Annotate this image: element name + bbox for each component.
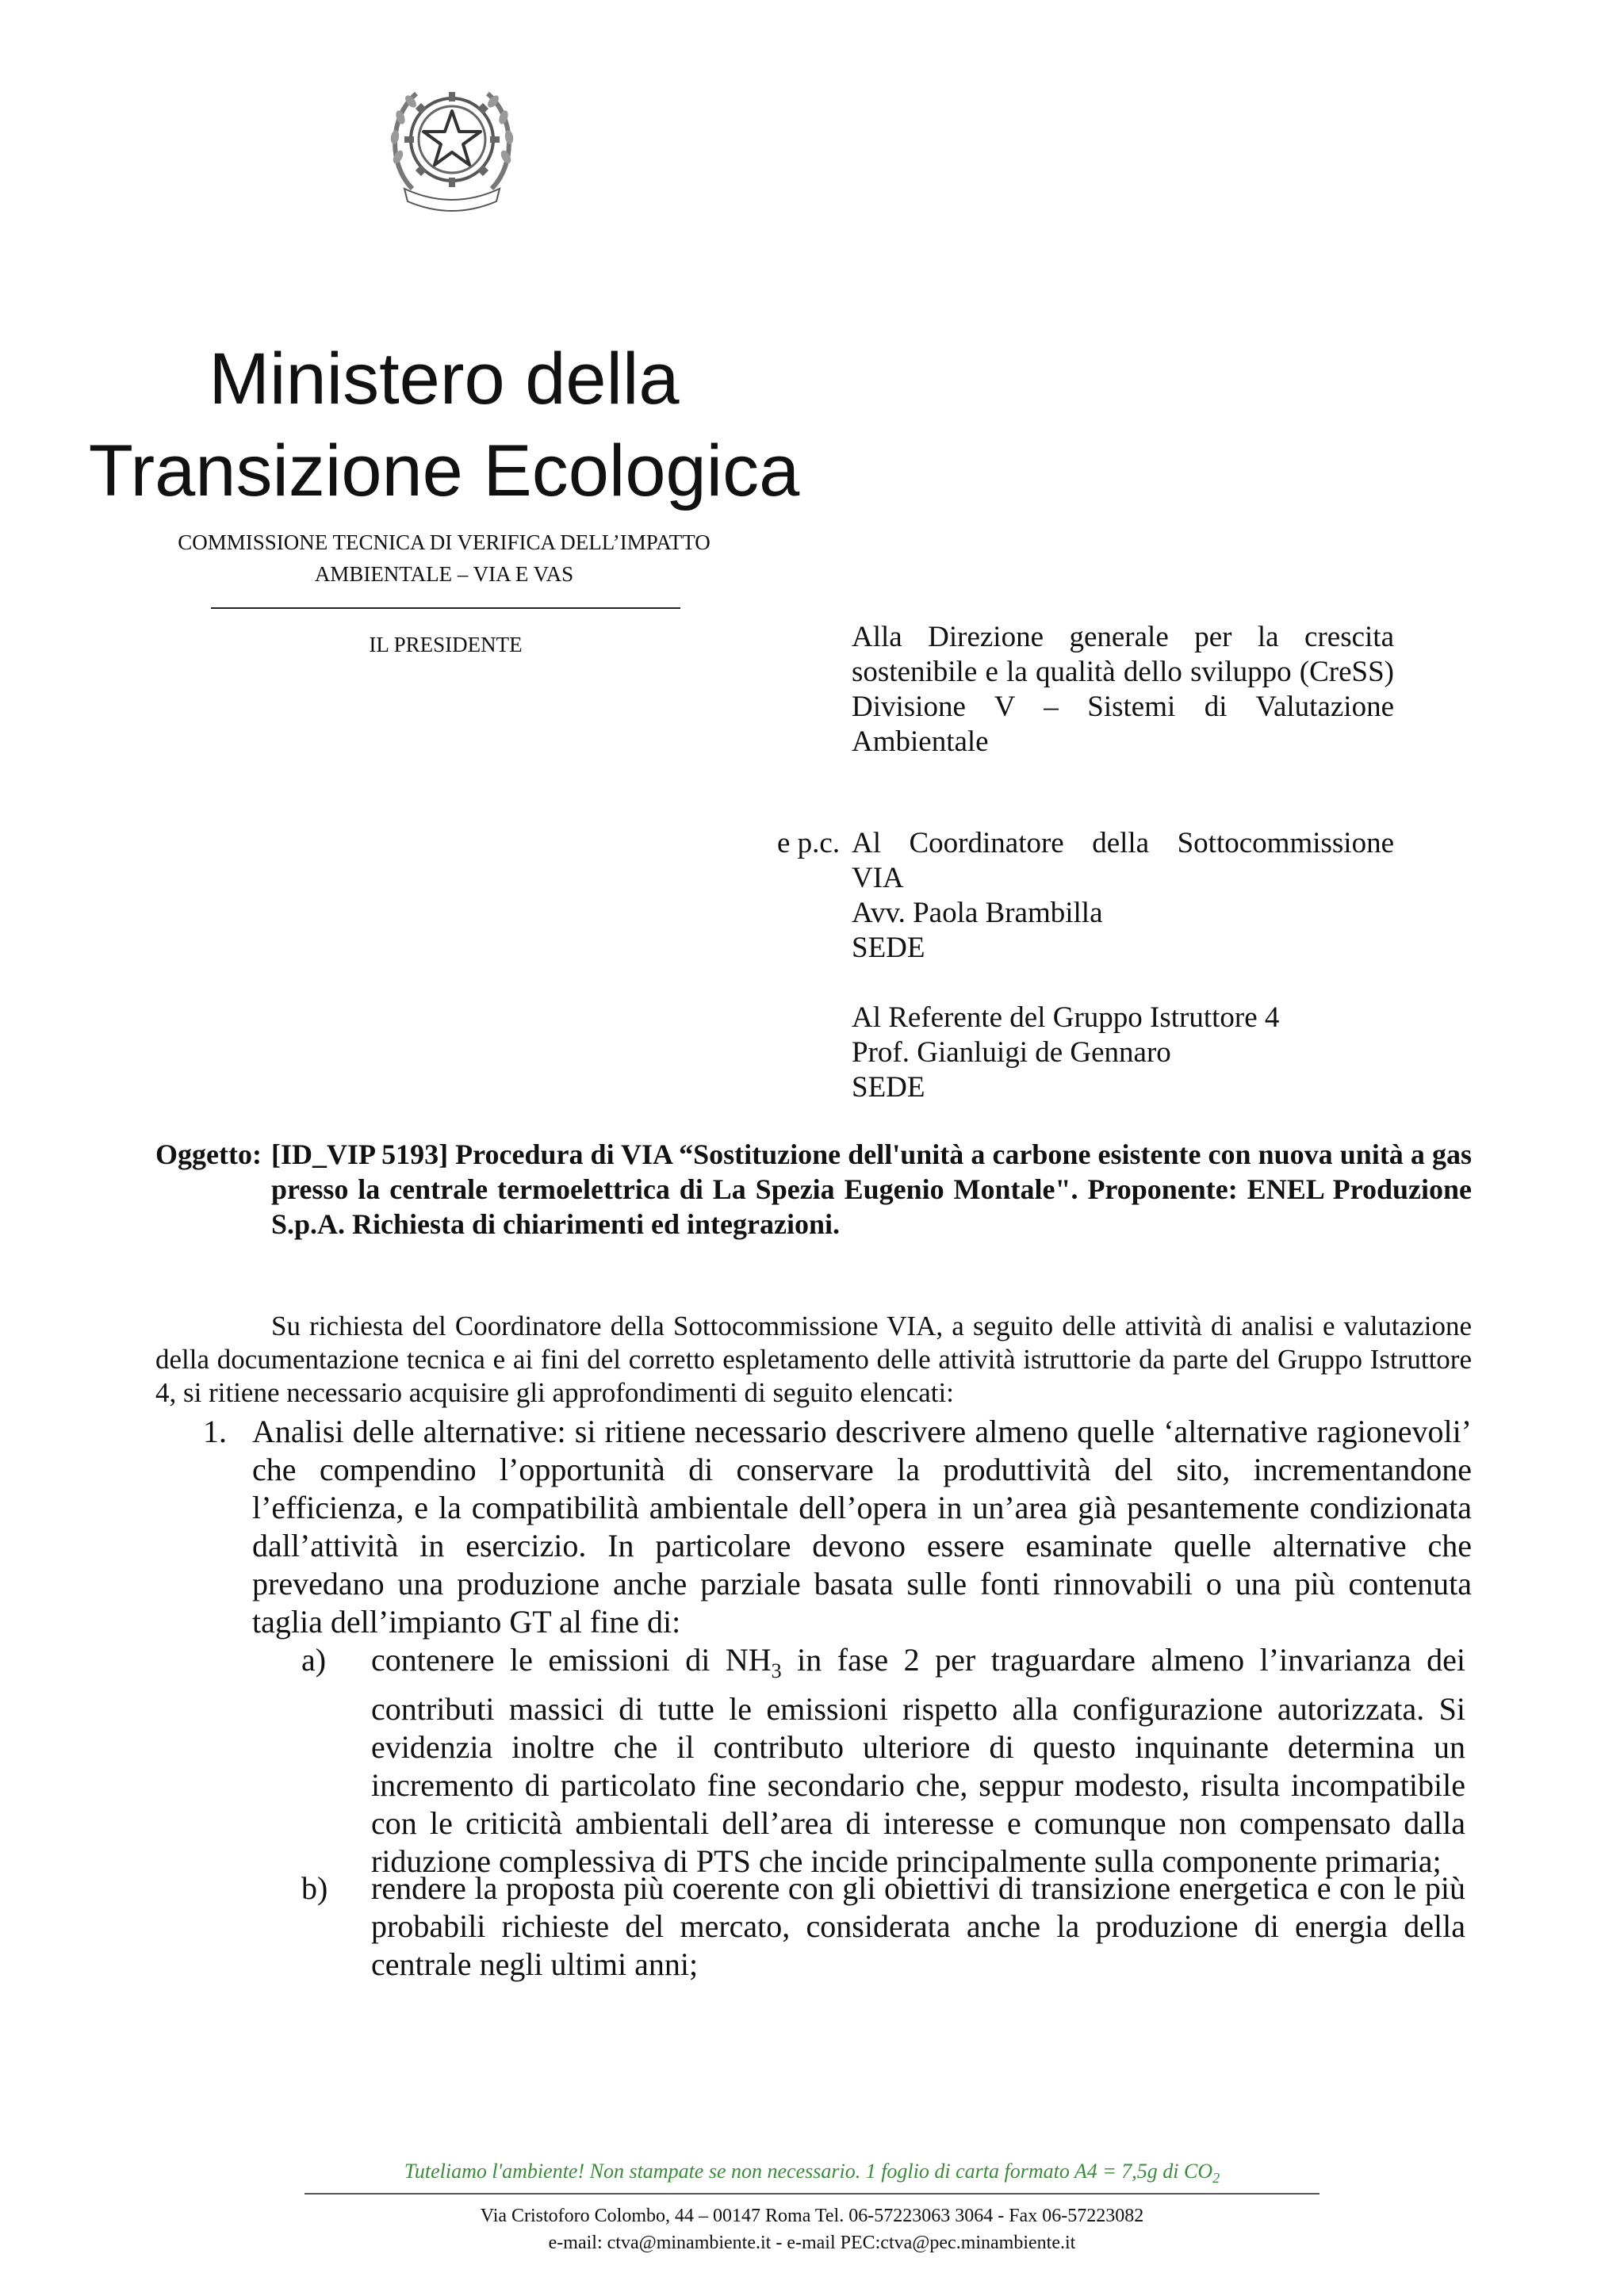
ministry-title-line1: Ministero della — [209, 339, 680, 419]
sub-list-item-text-part: contenere le emissioni di NH — [371, 1642, 772, 1678]
recipient-cc2-line: Prof. Gianluigi de Gennaro — [852, 1036, 1171, 1069]
recipient-cc1-line: Al Coordinatore della Sottocommissione — [852, 827, 1394, 859]
ministry-title-line2: Transizione Ecologica — [88, 430, 800, 511]
recipient-main-line: Divisione V – Sistemi di Valutazione — [852, 691, 1394, 723]
epc-label: e p.c. — [777, 827, 841, 859]
subject-text: [ID_VIP 5193] Procedura di VIA “Sostituzione dell'unità a carbone esistente con nuova unità a gas presso la centrale termoelettrica di La Spezia Eugenio Montale". Proponente: ENEL Produzione S.p.A. Richiesta di chiarimenti ed integrazioni. — [271, 1138, 1472, 1240]
footer-tagline-subscript: 2 — [1212, 2170, 1220, 2187]
recipient-main-line: Alla Direzione generale per la crescita — [852, 621, 1394, 653]
footer-emails: e-mail: ctva@minambiente.it - e-mail PEC:ctva@pec.minambiente.it — [548, 2233, 1076, 2253]
commission-name — [127, 526, 761, 590]
ministry-title — [48, 333, 841, 517]
recipient-cc1-line: VIA — [852, 862, 904, 894]
recipient-cc2 — [852, 1001, 1394, 1105]
intro-paragraph — [155, 1310, 1472, 1410]
president-label: IL PRESIDENTE — [369, 633, 523, 656]
footer-tagline-text: Tuteliamo l'ambiente! Non stampate se non necessario. 1 foglio di carta formato A4 = 7,5g di CO — [404, 2160, 1213, 2183]
sub-list-item-text — [371, 1641, 1465, 1881]
list-item-text: Analisi delle alternative: si ritiene necessario descrivere almeno quelle ‘alternative ragionevoli’ che compendino l’opportunità di conservare la produttività del sito, incrementandone l’efficienza, e la compatibilità ambientale dell’opera in un’area già pesantemente condizionata dall’attività in esercizio. In particolare devono essere esaminate quelle alternative che prevedano una produzione anche parziale basata sulle fonti rinnovabili o una più contenuta taglia dell’impianto GT al fine di: — [252, 1414, 1472, 1640]
commission-name-line1: COMMISSIONE TECNICA DI VERIFICA DELL’IMPATTO — [178, 530, 710, 554]
recipient-cc2-line: SEDE — [852, 1071, 925, 1104]
recipient-cc2-line: Al Referente del Gruppo Istruttore 4 — [852, 1001, 1280, 1034]
recipient-cc1-line: Avv. Paola Brambilla — [852, 897, 1103, 929]
subject-label: Oggetto: — [155, 1138, 262, 1170]
intro-text: Su richiesta del Coordinatore della Sottocommissione VIA, a seguito delle attività di analisi e valutazione della documentazione tecnica e ai fini del corretto espletamento delle attività istruttorie da parte del Gruppo Istruttore 4, si ritiene necessario acquisire gli approfondimenti di seguito elencati: — [155, 1311, 1472, 1408]
footer-address: Via Cristoforo Colombo, 44 – 00147 Roma Tel. 06-57223063 3064 - Fax 06-57223082 — [480, 2206, 1144, 2226]
sub-list-item-text: rendere la proposta più coerente con gli obiettivi di transizione energetica e con le più probabili richieste del mercato, considerata anche la produzione di energia della centrale negli ultimi anni; — [371, 1870, 1465, 1982]
recipient-main-line: Ambientale — [852, 725, 989, 758]
list-item-number: 1. — [203, 1414, 227, 1449]
recipient-main — [852, 620, 1394, 760]
header-divider — [211, 607, 680, 609]
sub-list-item-letter: a) — [301, 1642, 327, 1678]
recipient-cc1-line: SEDE — [852, 932, 925, 964]
republic-emblem-icon — [381, 70, 523, 212]
recipient-main-line: sostenibile e la qualità dello sviluppo (CreSS) — [852, 656, 1394, 688]
footer-contacts — [0, 2202, 1624, 2256]
recipient-cc1 — [852, 826, 1394, 966]
commission-name-line2: AMBIENTALE – VIA E VAS — [314, 562, 574, 586]
footer-tagline — [0, 2160, 1624, 2187]
sub-list-item-text-part: in fase 2 per traguardare almeno l’invarianza dei contributi massici di tutte le emissioni rispetto alla configurazione autorizzata. Si evidenzia inoltre che il contributo ulteriore di questo inquinante determina un incremento di particolato fine secondario che, seppur modesto, risulta incompatibile con le criticità ambientali dell’area di interesse e comunque non compensato dalla riduzione complessiva di PTS che incide principalmente sulla componente primaria; — [371, 1642, 1465, 1879]
sub-list-item-letter: b) — [301, 1870, 328, 1906]
subscript: 3 — [771, 1659, 782, 1682]
footer-divider — [304, 2193, 1320, 2195]
